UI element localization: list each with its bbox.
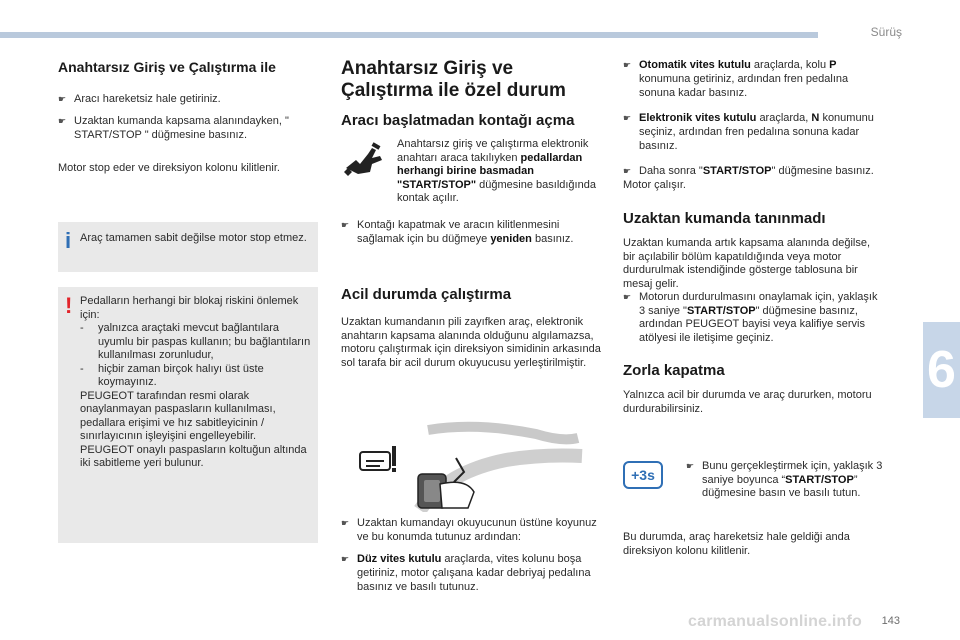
list-item (341, 218, 607, 246)
warning-body (80, 295, 312, 471)
bullet-text: Bunu gerçekleştirmek için, yaklaşık 3 saniye boyunca “ (702, 460, 883, 486)
gear-n-label: N (811, 112, 820, 124)
page-number: 143 (881, 615, 900, 627)
chapter-tab (923, 322, 960, 418)
warning-icon: ! (65, 293, 73, 318)
bullet-text: " düğmesine basınız, ardından PEUGEOT bayisi veya kalifiye servis atölyesi ile iletişime geçiniz. (639, 304, 865, 344)
bullet-marker-icon: ☛ (686, 461, 695, 471)
start-stop-label: START/STOP (686, 304, 756, 317)
warning-box (58, 287, 318, 543)
start-text-b: düğmesine basıldığında kontak açılır. (397, 178, 596, 204)
right-column (623, 58, 883, 416)
bullet-text: ” düğmesine basın ve basılı tutun. (702, 473, 861, 499)
bullet-text: Uzaktan kumandayı okuyucunun üstüne koyunuz ve bu konumda tutunuz ardından: (357, 517, 597, 543)
emergency-reader-illustration (356, 420, 586, 512)
section-title: Sürüş (870, 25, 902, 39)
chapter-number: 6 (927, 341, 956, 399)
bullet-text: Aracı hareketsiz hale getiriniz. (74, 93, 221, 105)
bullet-text: basınız. (534, 233, 574, 245)
main-title-line1: Anahtarsız Giriş ve (341, 58, 514, 79)
three-seconds-icon (623, 461, 663, 489)
bullet-marker-icon: ☛ (623, 166, 632, 176)
bullet-text: araçlarda, (759, 112, 809, 124)
warning-intro: Pedalların herhangi bir blokaj riskini önlemek için: (80, 295, 299, 321)
start-stop-label: START/STOP (785, 473, 854, 486)
left-heading: Anahtarsız Giriş ve Çalıştırma ile (58, 59, 276, 75)
bullet-bold: yeniden (490, 233, 532, 245)
middle-bullets-bottom (341, 516, 607, 594)
bullet-bold: Elektronik vites kutulu (639, 112, 757, 124)
main-title-line2: Çalıştırma ile özel durum (341, 80, 566, 101)
bullet-text: Uzaktan kumanda kapsama alanındayken, " START/STOP " düğmesine basınız. (74, 115, 289, 141)
start-paragraph (397, 138, 607, 206)
subheading-emergency: Acil durumda çalıştırma (341, 286, 512, 303)
motor-status-text: Motor çalışır. (623, 179, 686, 191)
warning-outro: PEUGEOT tarafından resmi olarak onaylanmayan paspasların kullanılması, pedallara erişimi ve hız sabitleyicinin / sınırlayıcının işleyişini engelleyebilir. PEUGEOT onaylı paspasların koltuğun altında iki sabitleme yeri bulunur. (80, 389, 307, 469)
forced-stop-text: Yalnızca acil bir durumda ve araç dururken, motoru durdurabilirsiniz. (623, 389, 872, 415)
start-stop-label: "START/STOP" (397, 178, 477, 191)
watermark: carmanualsonline.info (688, 613, 863, 630)
subheading-not-recognized: Uzaktan kumanda tanınmadı (623, 210, 826, 227)
info-text: Araç tamamen sabit değilse motor stop etmez. (80, 232, 307, 244)
gear-p-label: P (829, 59, 837, 71)
list-item (80, 322, 312, 363)
bullet-text: " düğmesine basınız. (771, 165, 874, 177)
list-item (58, 114, 320, 142)
bullet-bold: Otomatik vites kutulu (639, 59, 751, 71)
emergency-text: Uzaktan kumandanın pili zayıfken araç, elektronik anahtarın kapsama alanında olduğunu algılamazsa, motoru çalıştırmak için direksiyon simidinin arkasında sol tarafa bir acil durum okuyucusu yerleştirilmiştir. (341, 316, 601, 369)
bullet-marker-icon: ☛ (623, 60, 632, 70)
bullet-marker-icon: ☛ (58, 116, 67, 126)
top-rule (0, 32, 818, 38)
subheading-start: Aracı başlatmadan kontağı açma (341, 112, 575, 129)
list-item (623, 58, 883, 100)
note-text: Motor stop eder ve direksiyon kolonu kilitlenir. (58, 162, 280, 174)
forced-stop-bullet (686, 460, 884, 501)
list-item (58, 92, 320, 106)
bullet-text: araçlarda, kolu (753, 59, 827, 71)
not-recognized-text: Uzaktan kumanda artık kapsama alanında değilse, bir açılabilir bölüm kapatıldığında veya motor durdurulmak istendiğinde gösterge tablosuna bir mesaj gelir. (623, 237, 871, 290)
bullet-marker-icon: ☛ (623, 292, 632, 302)
bullet-text: Kontağı kapatmak ve aracın kilitlenmesini sağlamak için bu düğmeye (357, 219, 560, 245)
left-column (58, 58, 320, 175)
info-icon: i (65, 228, 72, 253)
info-box (58, 222, 318, 272)
start-stop-label: START/STOP (702, 165, 772, 177)
final-text: Bu durumda, araç hareketsiz hale geldiği anda direksiyon kolonu kilitlenir. (623, 531, 850, 557)
bullet-text: araçlarda, vites kolunu boşa getiriniz, motor çalışana kadar debriyaj pedalına basınız ve basılı tutunuz. (357, 553, 591, 593)
middle-column (341, 58, 605, 130)
bullet-text: konumuna getiriniz, ardından fren pedalına sonuna kadar basınız. (639, 73, 849, 99)
list-item (80, 363, 312, 390)
list-item (686, 460, 884, 501)
bullet-marker-icon: ☛ (341, 220, 350, 230)
bullet-marker-icon: ☛ (341, 518, 350, 528)
start-text-a: Anahtarsız giriş ve çalıştırma elektronik anahtarı araca takılıyken (397, 138, 589, 164)
dash-text: yalnızca araçtaki mevcut bağlantılara uyumlu bir paspas kullanın; bu bağlantıların kullanılması zorunludur, (98, 322, 311, 361)
bullet-marker-icon: ☛ (623, 113, 632, 123)
bullet-text: Motorun durdurulmasını onaylamak için, yaklaşık 3 saniye " (639, 291, 878, 317)
list-item (623, 111, 883, 153)
start-text-bold: pedallardan herhangi birine basmadan (397, 151, 583, 177)
list-item (341, 552, 607, 594)
dash-text: hiçbir zaman birçok halıyı üst üste koymayınız. (98, 362, 264, 388)
bullet-text: Daha sonra " (639, 165, 703, 177)
list-item (623, 164, 883, 178)
key-hand-icon (342, 142, 386, 178)
three-seconds-label: +3s (631, 467, 655, 483)
middle-bullet-block (341, 218, 607, 370)
dash-marker: - (80, 362, 84, 375)
list-item (341, 516, 607, 544)
dash-marker: - (80, 322, 84, 334)
bullet-marker-icon: ☛ (58, 94, 67, 104)
list-item (623, 291, 883, 345)
subheading-forced-stop: Zorla kapatma (623, 362, 725, 379)
bullet-marker-icon: ☛ (341, 554, 350, 564)
bullet-bold: Düz vites kutulu (357, 553, 442, 565)
bullet-text: konumunu seçiniz, ardından fren pedalına sonuna kadar basınız. (639, 112, 874, 152)
